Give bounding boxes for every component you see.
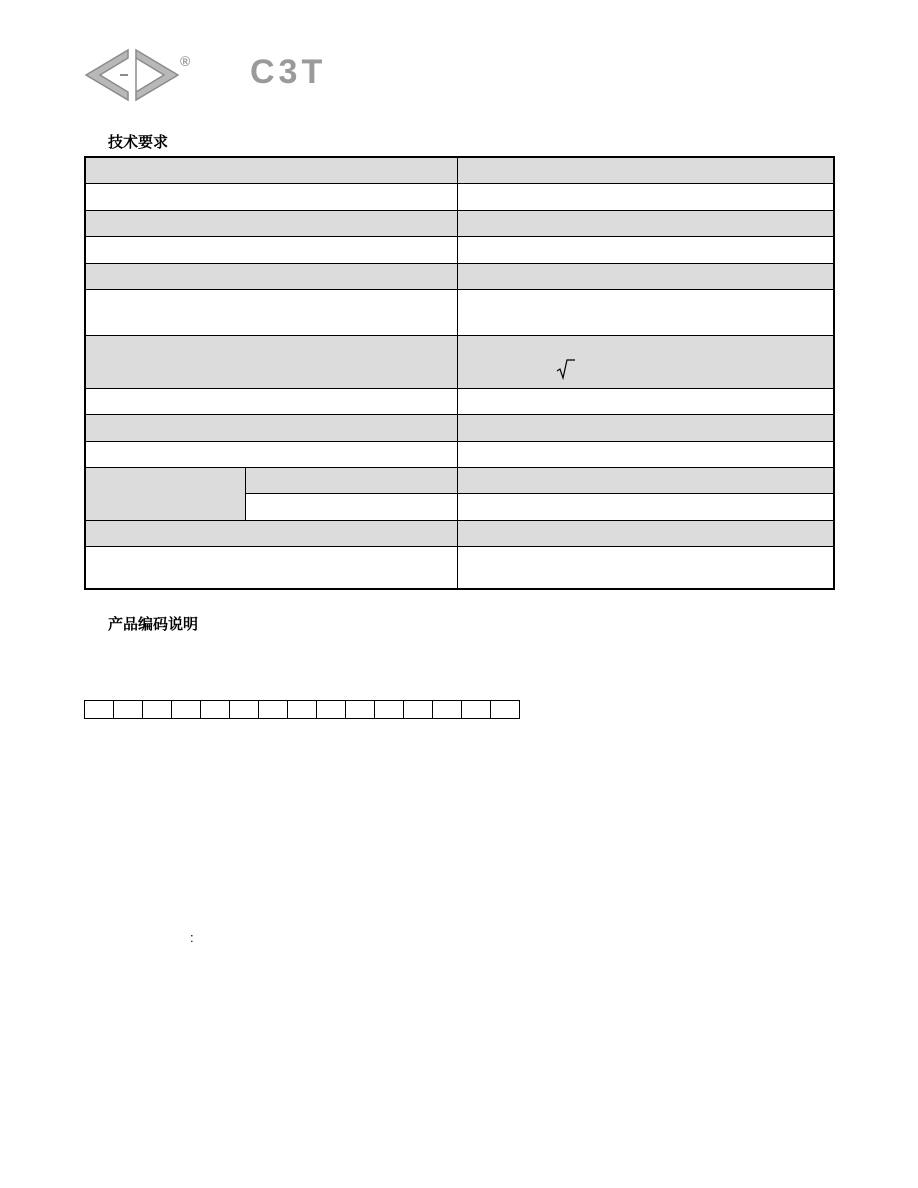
- code-box: [114, 701, 143, 718]
- code-box: [143, 701, 172, 718]
- code-box: [259, 701, 288, 718]
- table-row: [86, 290, 833, 336]
- code-box: [346, 701, 375, 718]
- table-row-merged: [86, 468, 833, 521]
- code-box: [433, 701, 462, 718]
- column-divider: [457, 158, 458, 588]
- sub-row-cell: [245, 468, 833, 494]
- table-row: [86, 237, 833, 264]
- table-row: [86, 184, 833, 211]
- code-box: [172, 701, 201, 718]
- code-box: [462, 701, 491, 718]
- brand-logo: [84, 48, 196, 104]
- model-name: C3T: [250, 53, 327, 91]
- column-divider: [245, 468, 246, 520]
- gd-diamond-logo-icon: [84, 48, 196, 104]
- code-box: [491, 701, 520, 718]
- code-box: [404, 701, 433, 718]
- code-box: [85, 701, 114, 718]
- table-row: [86, 521, 833, 547]
- table-row: [86, 415, 833, 442]
- table-row: [86, 264, 833, 290]
- table-row: [86, 158, 833, 184]
- tech-requirements-heading: 技术要求: [108, 133, 169, 151]
- registered-mark: ®: [180, 53, 191, 69]
- code-box: [230, 701, 259, 718]
- code-box: [317, 701, 346, 718]
- merged-label-cell: [86, 468, 245, 520]
- product-code-heading: 产品编码说明: [108, 615, 199, 633]
- colon-mark: :: [190, 930, 194, 945]
- table-row: [86, 442, 833, 468]
- code-box: [375, 701, 404, 718]
- table-row: [86, 389, 833, 415]
- spec-table: [84, 156, 835, 590]
- table-row: [86, 336, 833, 389]
- product-code-boxes: [84, 700, 520, 719]
- sqrt-symbol-icon: [556, 358, 576, 380]
- code-box: [288, 701, 317, 718]
- table-row: [86, 211, 833, 237]
- sub-row-cell: [245, 494, 833, 520]
- code-box: [201, 701, 230, 718]
- table-row: [86, 547, 833, 590]
